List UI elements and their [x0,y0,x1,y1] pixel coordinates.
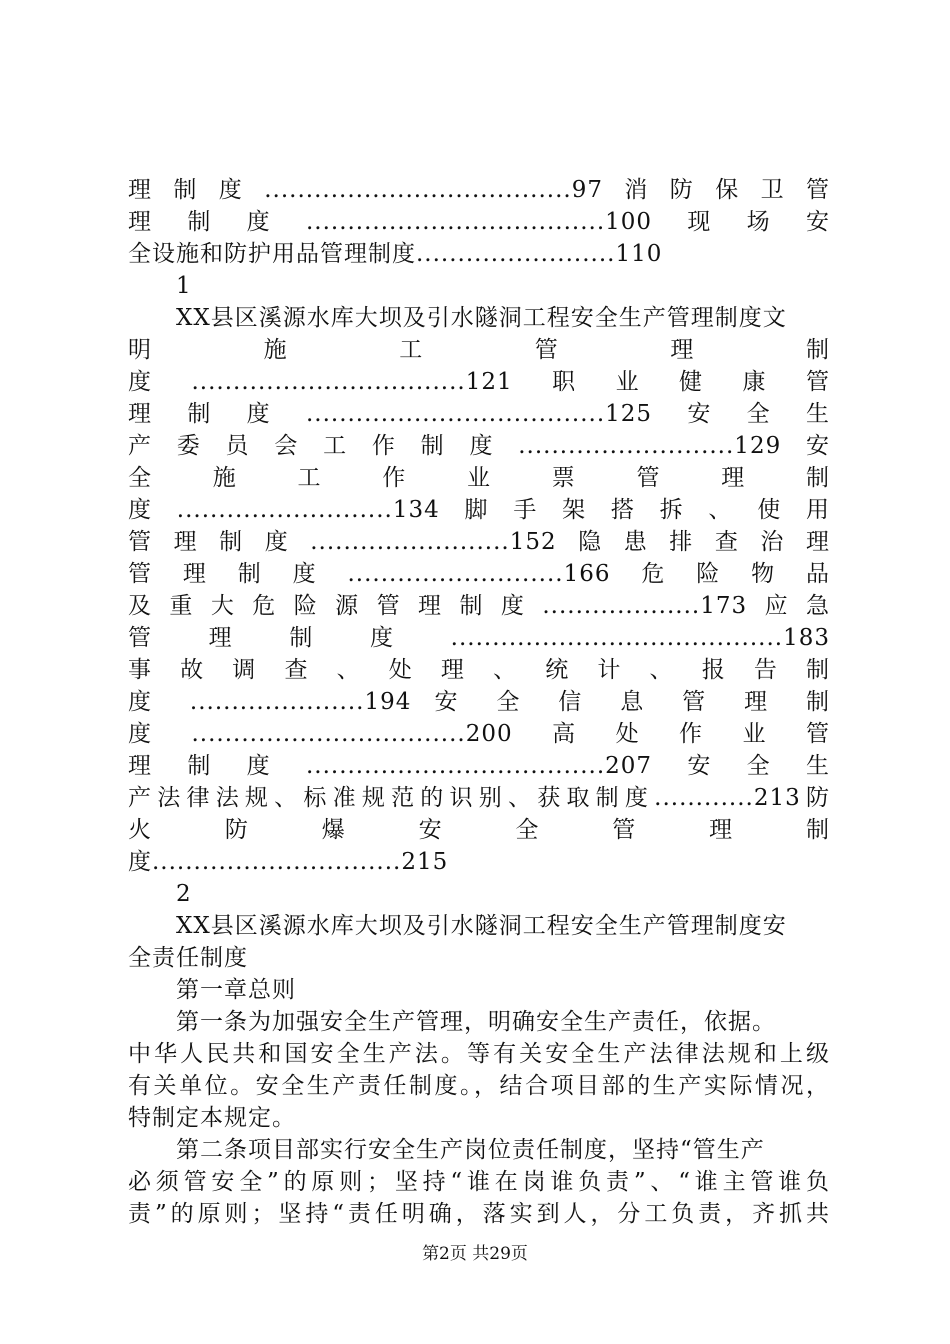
toc-line: 度 .....................194 安 全 信 息 管 理 制 [128,689,830,715]
section-heading: 全责任制度 [128,945,248,971]
toc-line: 管理制度........................152隐患排查治理 [128,529,830,555]
page-number-marker: 1 [176,273,192,299]
toc-line: 管理制度..........................166危险物品 [128,561,830,587]
toc-line: 火 防 爆 安 全 管 理 制 [128,817,830,843]
toc-line: 事 故 调 查 、 处 理 、 统 计 、 报 告 制 [128,657,830,683]
toc-line: 度..............................215 [128,849,449,875]
toc-line: 及重大危险源管理制度...................173应急 [128,593,830,619]
toc-line: 明 施 工 管 理 制 [128,337,830,363]
toc-line: 产法律法规、标准规范的识别、获取制度............213防 [128,785,830,811]
toc-line: 理制度.....................................97消防保卫管 [128,177,830,203]
toc-line: 管理制度........................................183 [128,625,830,651]
paragraph-line: 第二条项目部实行安全生产岗位责任制度，坚持“管生产 [176,1137,765,1163]
paragraph-line: 有关单位。安全生产责任制度。，结合项目部的生产实际情况， [128,1073,830,1099]
section-heading: XX县区溪源水库大坝及引水隧洞工程安全生产管理制度文 [176,305,787,331]
toc-line: 全设施和防护用品管理制度........................110 [128,241,663,267]
page-number-marker: 2 [176,881,192,907]
toc-line: 度.................................200高处作业管 [128,721,830,747]
paragraph-line: 必须管安全”的原则；坚持“谁在岗谁负责”、“谁主管谁负 [128,1169,830,1195]
paragraph-line: 第一条为加强安全生产管理，明确安全生产责任，依据。 [176,1009,776,1035]
paragraph-line: 中华人民共和国安全生产法。等有关安全生产法律法规和上级 [128,1041,830,1067]
toc-line: 度.................................121职业健康管 [128,369,830,395]
toc-line: 产委员会工作制度..........................129安 [128,433,830,459]
paragraph-line: 特制定本规定。 [128,1105,296,1131]
document-body [128,174,830,1230]
chapter-title: 第一章总则 [176,977,296,1003]
toc-line: 理制度....................................207安全生 [128,753,830,779]
toc-line: 全 施 工 作 业 票 管 理 制 [128,465,830,491]
toc-line: 理制度....................................100现场安 [128,209,830,235]
page-footer: 第2页 共29页 [422,1244,528,1264]
toc-line: 理制度....................................125安全生 [128,401,830,427]
toc-line: 度..........................134脚手架搭拆、使用 [128,497,830,523]
paragraph-line: 责”的原则；坚持“责任明确，落实到人，分工负责，齐抓共 [128,1201,830,1227]
section-heading: XX县区溪源水库大坝及引水隧洞工程安全生产管理制度安 [176,913,787,939]
